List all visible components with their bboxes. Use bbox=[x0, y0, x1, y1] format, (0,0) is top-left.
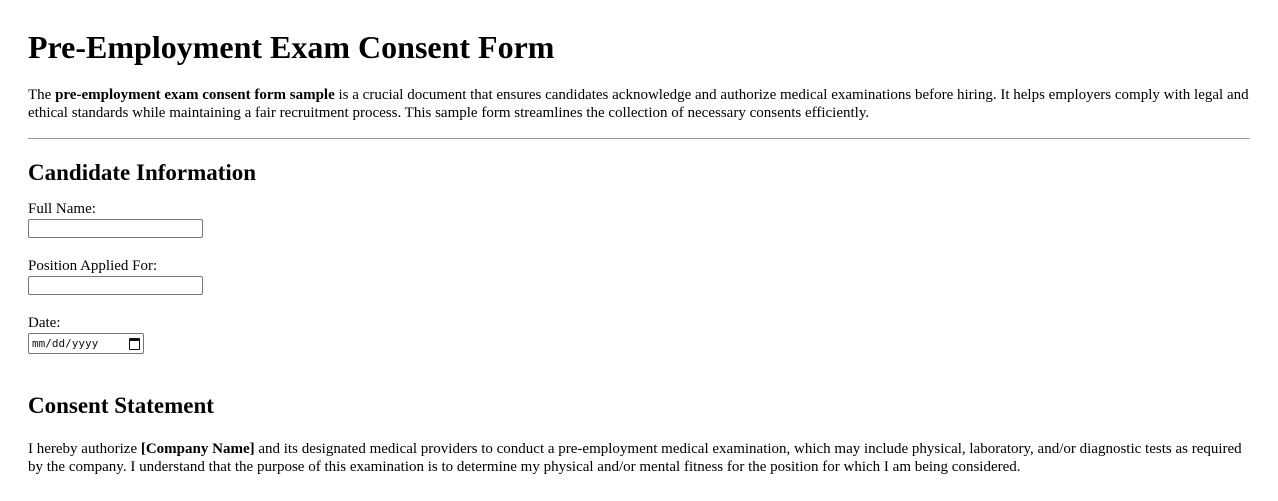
company-name-placeholder: [Company Name] bbox=[140, 441, 255, 457]
intro-bold-text: pre-employment exam consent form sample bbox=[55, 87, 335, 103]
consent-statement-heading: Consent Statement bbox=[28, 393, 214, 418]
date-field-group bbox=[28, 315, 1250, 354]
candidate-info-heading: Candidate Information bbox=[28, 160, 257, 185]
date-placeholder: mm/dd/yyyy bbox=[32, 337, 99, 350]
date-label: Date: bbox=[28, 315, 61, 331]
page-title: Pre-Employment Exam Consent Form bbox=[28, 29, 555, 65]
section-divider bbox=[28, 138, 1250, 139]
position-field-group bbox=[28, 258, 1250, 295]
consent-paragraph bbox=[28, 440, 1250, 476]
full-name-field-group bbox=[28, 201, 1250, 238]
intro-text-before: The bbox=[28, 87, 56, 103]
intro-paragraph bbox=[28, 86, 1250, 122]
position-input[interactable] bbox=[28, 276, 203, 295]
intro-text-after: is a crucial document that ensures candidates acknowledge and authorize medical examinations before hiring. It helps employers comply with legal and ethical standards while maintaining a fair recruitment process. This sample form streamlines the collection of necessary consents efficiently. bbox=[28, 87, 1249, 121]
full-name-label: Full Name: bbox=[28, 201, 96, 217]
calendar-icon[interactable] bbox=[129, 338, 140, 350]
position-label: Position Applied For: bbox=[28, 258, 158, 274]
full-name-input[interactable] bbox=[28, 219, 203, 238]
consent-text-after: and its designated medical providers to conduct a pre-employment medical examination, which may include physical, laboratory, and/or diagnostic tests as required by the company. I understand that the purpose of this examination is to determine my physical and/or mental fitness for the position for which I am being considered. bbox=[28, 441, 1242, 475]
consent-text-before: I hereby authorize bbox=[28, 441, 141, 457]
date-input[interactable] bbox=[28, 333, 144, 354]
